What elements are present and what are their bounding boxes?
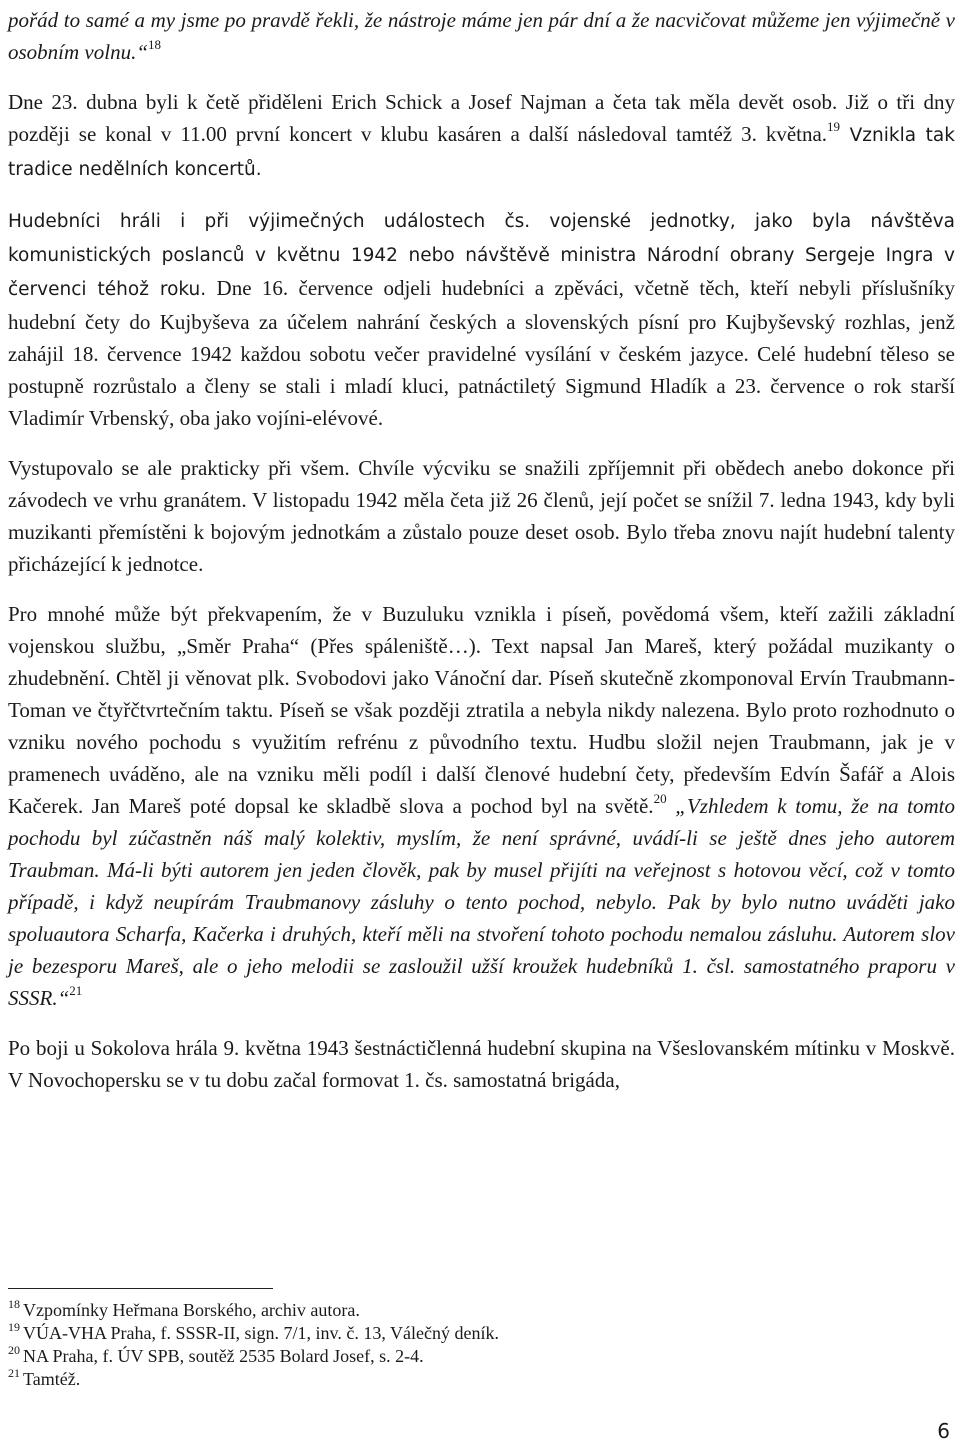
- paragraph: [8, 598, 955, 1014]
- paragraph-text: vojenské jednotky, jako byla návštěva komunistických poslanců v květnu 1942 nebo návštěvě ministra Národní obrany Sergeje Ingra v červenci téhož roku.: [8, 211, 955, 300]
- footnote-text: Tamtéž.: [23, 1369, 81, 1389]
- paragraph-text: Pro mnohé může být překvapením, že v Buzuluku vznikla i píseň, povědomá všem, kteří zažili základní vojenskou službu, „Směr Praha“ (Přes spáleniště…). Text napsal Jan Mareš, který požádal muzikanty o zhudebnění. Chtěl ji věnovat plk. Svobodovi jako Vánoční dar. Píseň skutečně zkomponoval Ervín Traubmann-Toman ve čtyřčtvrtečním taktu. Píseň se však později ztratila a nebyla nikdy nalezena. Bylo proto rozhodnuto o vzniku nového pochodu s využitím refrénu z původního textu. Hudbu složil nejen Traubmann, jak je v pramenech uváděno, ale na vzniku měli podíl i další členové hudební čety, především Edvín Šafář a Alois Kačerek. Jan Mareš poté dopsal ke skladbě slova a pochod byl na světě.: [8, 602, 955, 818]
- quote-text: pořád to samé a my jsme po pravdě řekli, že nástroje máme jen pár dní a že nacvičovat můžeme jen výjimečně v osobním volnu.: [8, 8, 955, 64]
- paragraph-text: Dne 23. dubna byli k četě přiděleni Erich Schick a Josef Najman a četa tak měla devět osob. Již o tři dny později se konal v 11.00 první koncert v klubu kasáren a další následoval tamtéž 3. května.: [8, 90, 955, 146]
- quote-close-mark: “: [57, 986, 70, 1010]
- footnote-number: 20: [8, 1343, 20, 1357]
- footnote: [8, 1368, 708, 1391]
- paragraph-text: Dne 16.: [206, 276, 289, 300]
- paragraph-text: Vznikla tak tradice nedělních koncertů.: [8, 125, 955, 180]
- footnote-ref: 18: [148, 37, 162, 52]
- paragraph-text: července odjeli hudebníci a zpěváci, včetně těch, kteří nebyli příslušníky hudební čety do Kujbyševa za účelem nahrání českých a slovenských písní pro Kujbyševský rozhlas, jenž zahájil 18. července 1942 každou sobotu večer pravidelné vysílání v českém jazyce. Celé hudební těleso se postupně rozrůstalo a členy se stali i mladí kluci, patnáctiletý Sigmund Hladík a 23. července o rok starší Vladimír Vrbenský, oba jako vojíni-elévové.: [8, 276, 955, 430]
- footnote-number: 19: [8, 1320, 20, 1334]
- quote-close-mark: “: [136, 40, 149, 64]
- paragraph-text: Hudebníci hráli i při výjimečných událostech čs.: [8, 211, 531, 232]
- paragraph: [8, 1032, 955, 1096]
- footnote-number: 21: [8, 1366, 20, 1380]
- footnote: [8, 1299, 708, 1322]
- paragraph: [8, 204, 955, 434]
- paragraph-text: Vystupovalo se ale prakticky při všem. Chvíle výcviku se snažili zpříjemnit při obědech anebo dokonce při závodech ve vrhu granátem. V listopadu 1942 měla četa již 26 členů, její počet se snížil 7. ledna 1943, kdy byli muzikanti přemístěni k bojovým jednotkám a zůstalo pouze deset osob. Bylo třeba znovu najít hudební talenty přicházející k jednotce.: [8, 456, 955, 576]
- footnote-ref: 21: [69, 983, 83, 998]
- paragraph: [8, 4, 955, 68]
- paragraph-text: Po boji u Sokolova hrála 9. května 1943 šestnáctičlenná hudební skupina na Všeslovanském mítinku v Moskvě. V Novochopersku se v tu dobu začal formovat 1. čs. samostatná brigáda,: [8, 1036, 955, 1092]
- paragraph: [8, 452, 955, 580]
- page-number: 6: [937, 1419, 950, 1443]
- footnote-divider: [8, 1288, 273, 1289]
- footnotes: [8, 1288, 708, 1391]
- footnote: [8, 1322, 708, 1345]
- footnote-ref: 19: [827, 119, 841, 134]
- paragraph: [8, 86, 955, 186]
- footnote-text: Vzpomínky Heřmana Borského, archiv autora.: [23, 1300, 360, 1320]
- footnote: [8, 1345, 708, 1368]
- document-body: [8, 0, 955, 1096]
- quote-text: „Vzhledem k tomu, že na tomto pochodu byl zúčastněn náš malý kolektiv, myslím, že není správné, uvádí-li se ještě dnes jeho autorem Traubman. Má-li býti autorem jen jeden člověk, pak by musel přijíti na veřejnost s hotovou věcí, což v tomto případě, i když neupírám Traubmanovy zásluhy o tento pochod, nebylo. Pak by bylo nutno uváděti jako spoluautora Scharfa, Kačerka i druhých, kteří měli na stvoření tohoto pochodu nemalou zásluhu. Autorem slov je bezesporu Mareš, ale o jeho melodii se zasloužil užší kroužek hudebníků 1. čsl. samostatného praporu v SSSR.: [8, 794, 955, 1010]
- footnote-number: 18: [8, 1297, 20, 1311]
- footnote-text: VÚA-VHA Praha, f. SSSR-II, sign. 7/1, inv. č. 13, Válečný deník.: [23, 1323, 499, 1343]
- footnote-ref: 20: [653, 791, 667, 806]
- footnote-text: NA Praha, f. ÚV SPB, soutěž 2535 Bolard Josef, s. 2-4.: [23, 1346, 424, 1366]
